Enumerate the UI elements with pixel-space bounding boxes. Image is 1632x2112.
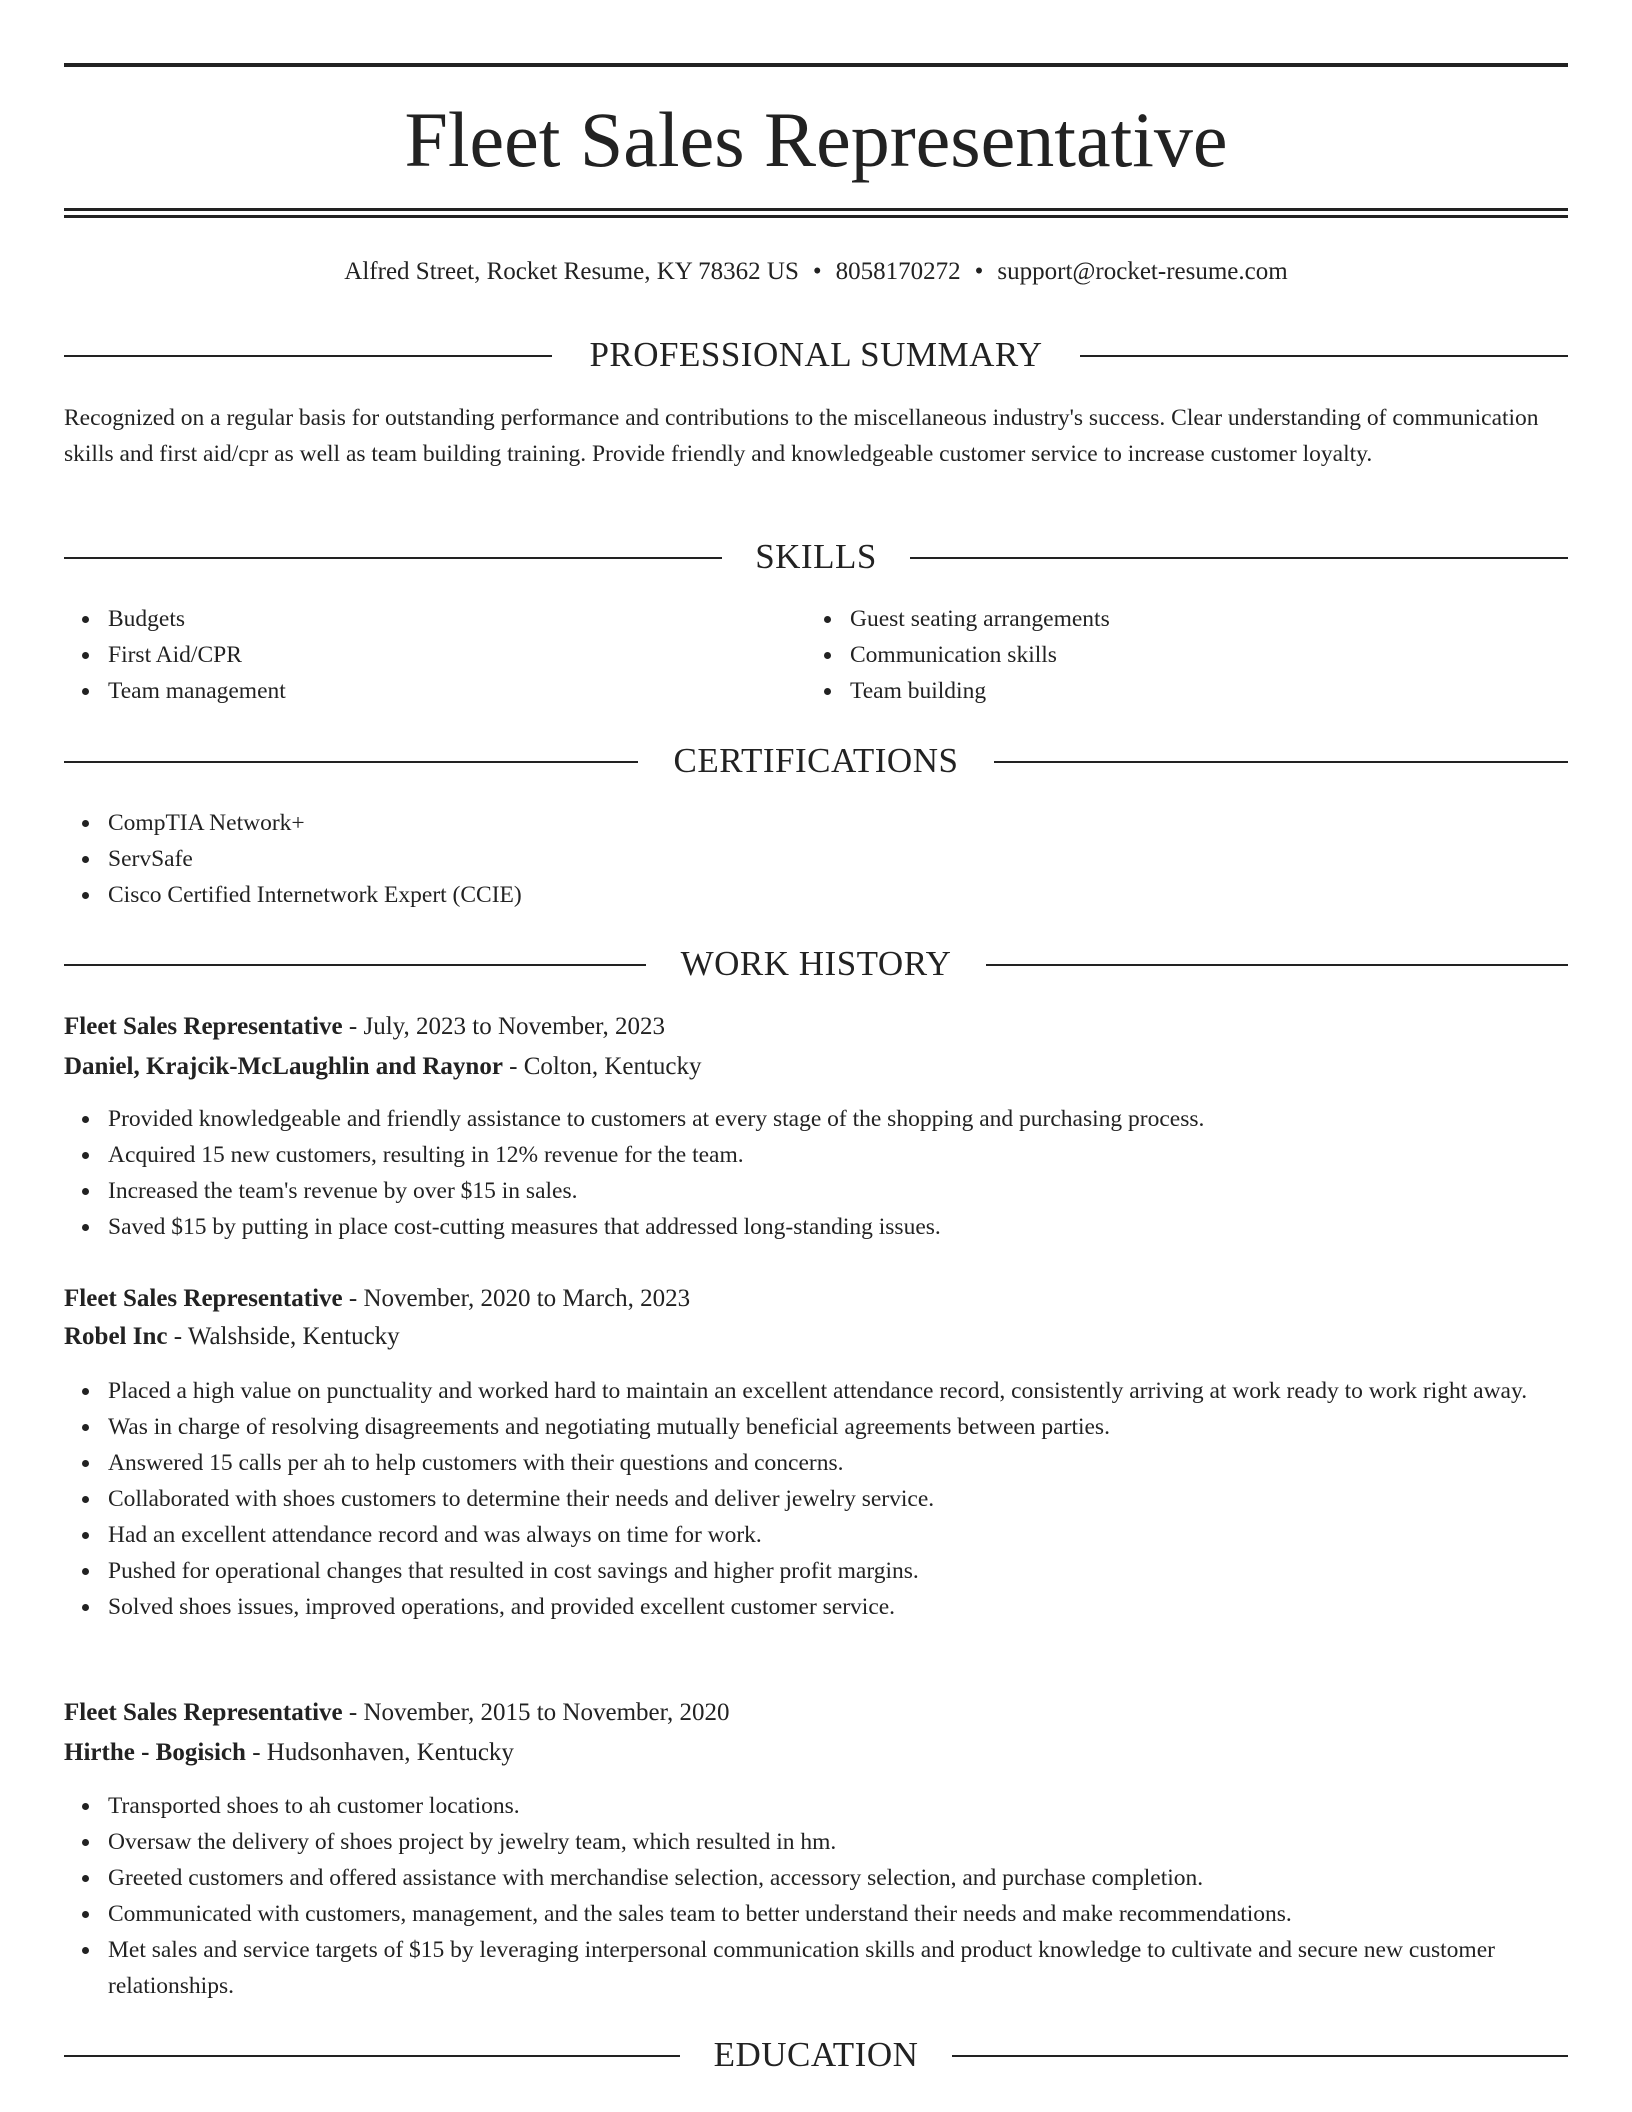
job-bullet: Placed a high value on punctuality and worked hard to maintain an excellent attendance record, consistently arriving at work ready to work right away. xyxy=(108,1373,1612,1409)
contact-address: Alfred Street, Rocket Resume, KY 78362 US xyxy=(344,258,799,285)
skill-item: Team management xyxy=(108,673,808,709)
certification-item: CompTIA Network+ xyxy=(108,805,1568,841)
job-bullet: Increased the team's revenue by over $15 in sales. xyxy=(108,1173,1568,1209)
job-bullet: Answered 15 calls per ah to help customers with their questions and concerns. xyxy=(108,1445,1612,1481)
job-title-line xyxy=(64,1007,1568,1047)
skill-item: Communication skills xyxy=(850,637,1550,673)
summary-text: Recognized on a regular basis for outstanding performance and contributions to the miscellaneous industry's success. Clear understanding of communication skills and first aid/cpr as well as team building training. Provide friendly and knowledgeable customer service to increase customer loyalty. xyxy=(64,405,1539,467)
job-bullet: Collaborated with shoes customers to determine their needs and deliver jewelry service. xyxy=(108,1481,1612,1517)
job-bullet: Transported shoes to ah customer locations. xyxy=(108,1788,1568,1824)
certification-item: ServSafe xyxy=(108,841,1568,877)
job-bullet: Was in charge of resolving disagreements and negotiating mutually beneficial agreements between parties. xyxy=(108,1409,1612,1445)
job-company-line xyxy=(64,1047,1568,1087)
job-bullet: Met sales and service targets of $15 by leveraging interpersonal communication skills and product knowledge to cultivate and secure new customer relationships. xyxy=(108,1932,1568,2004)
job-bullet: Saved $15 by putting in place cost-cutting measures that addressed long-standing issues. xyxy=(108,1209,1568,1245)
certifications-list xyxy=(64,805,1568,913)
contact-phone[interactable]: 8058170272 xyxy=(835,258,961,285)
job-bullet: Oversaw the delivery of shoes project by jewelry team, which resulted in hm. xyxy=(108,1824,1568,1860)
section-title: CERTIFICATIONS xyxy=(673,741,959,780)
job-title: Fleet Sales Representative xyxy=(64,1285,343,1312)
job-dates: - July, 2023 to November, 2023 xyxy=(342,1013,665,1040)
job-title: Fleet Sales Representative xyxy=(64,1013,343,1040)
skill-item: Guest seating arrangements xyxy=(850,601,1550,637)
job-company: Hirthe - Bogisich xyxy=(64,1739,246,1766)
job-location: - Walshside, Kentucky xyxy=(167,1323,400,1350)
job-bullet: Acquired 15 new customers, resulting in 12% revenue for the team. xyxy=(108,1137,1568,1173)
section-title: EDUCATION xyxy=(713,2035,919,2074)
job-bullet: Communicated with customers, management, and the sales team to better understand their needs and make recommendations. xyxy=(108,1896,1568,1932)
job-company-line xyxy=(64,1317,1568,1357)
contact-email[interactable]: support@rocket-resume.com xyxy=(997,258,1288,285)
section-title: WORK HISTORY xyxy=(680,944,952,983)
job-dates: - November, 2020 to March, 2023 xyxy=(342,1285,691,1312)
section-heading-skills xyxy=(64,532,1568,582)
section-heading-education xyxy=(64,2030,1568,2080)
contact-separator: • xyxy=(812,258,822,285)
certification-item: Cisco Certified Internetwork Expert (CCIE) xyxy=(108,877,1568,913)
section-title: SKILLS xyxy=(755,537,877,576)
section-heading-work-history xyxy=(64,939,1568,989)
section-title: PROFESSIONAL SUMMARY xyxy=(589,335,1043,374)
section-heading-summary xyxy=(64,330,1568,380)
job-dates: - November, 2015 to November, 2020 xyxy=(342,1699,730,1726)
skill-item: First Aid/CPR xyxy=(108,637,808,673)
job-bullets xyxy=(64,1788,1568,2004)
job-company: Robel Inc xyxy=(64,1323,168,1350)
section-heading-certifications xyxy=(64,736,1568,786)
job-company: Daniel, Krajcik-McLaughlin and Raynor xyxy=(64,1053,503,1080)
header-rule-upper xyxy=(64,208,1568,211)
job-location: - Colton, Kentucky xyxy=(502,1053,702,1080)
job-title-line xyxy=(64,1279,1568,1319)
job-bullet: Had an excellent attendance record and was always on time for work. xyxy=(108,1517,1612,1553)
job-bullet: Pushed for operational changes that resulted in cost savings and higher profit margins. xyxy=(108,1553,1612,1589)
job-title: Fleet Sales Representative xyxy=(64,1699,343,1726)
job-bullets xyxy=(64,1373,1612,1625)
job-bullets xyxy=(64,1101,1568,1245)
skill-item: Budgets xyxy=(108,601,808,637)
skills-list-left xyxy=(64,601,808,709)
job-bullet: Greeted customers and offered assistance with merchandise selection, accessory selection, and purchase completion. xyxy=(108,1860,1568,1896)
job-bullet: Solved shoes issues, improved operations, and provided excellent customer service. xyxy=(108,1589,1612,1625)
candidate-name: Fleet Sales Representative xyxy=(404,96,1228,183)
contact-separator: • xyxy=(974,258,984,285)
skill-item: Team building xyxy=(850,673,1550,709)
contact-line xyxy=(64,252,1568,292)
job-title-line xyxy=(64,1693,1568,1733)
job-company-line xyxy=(64,1733,1568,1773)
skills-list-right xyxy=(806,601,1550,709)
header-rule-lower xyxy=(64,215,1568,218)
job-bullet: Provided knowledgeable and friendly assistance to customers at every stage of the shopping and purchasing process. xyxy=(108,1101,1568,1137)
top-rule xyxy=(64,63,1568,67)
job-location: - Hudsonhaven, Kentucky xyxy=(245,1739,514,1766)
